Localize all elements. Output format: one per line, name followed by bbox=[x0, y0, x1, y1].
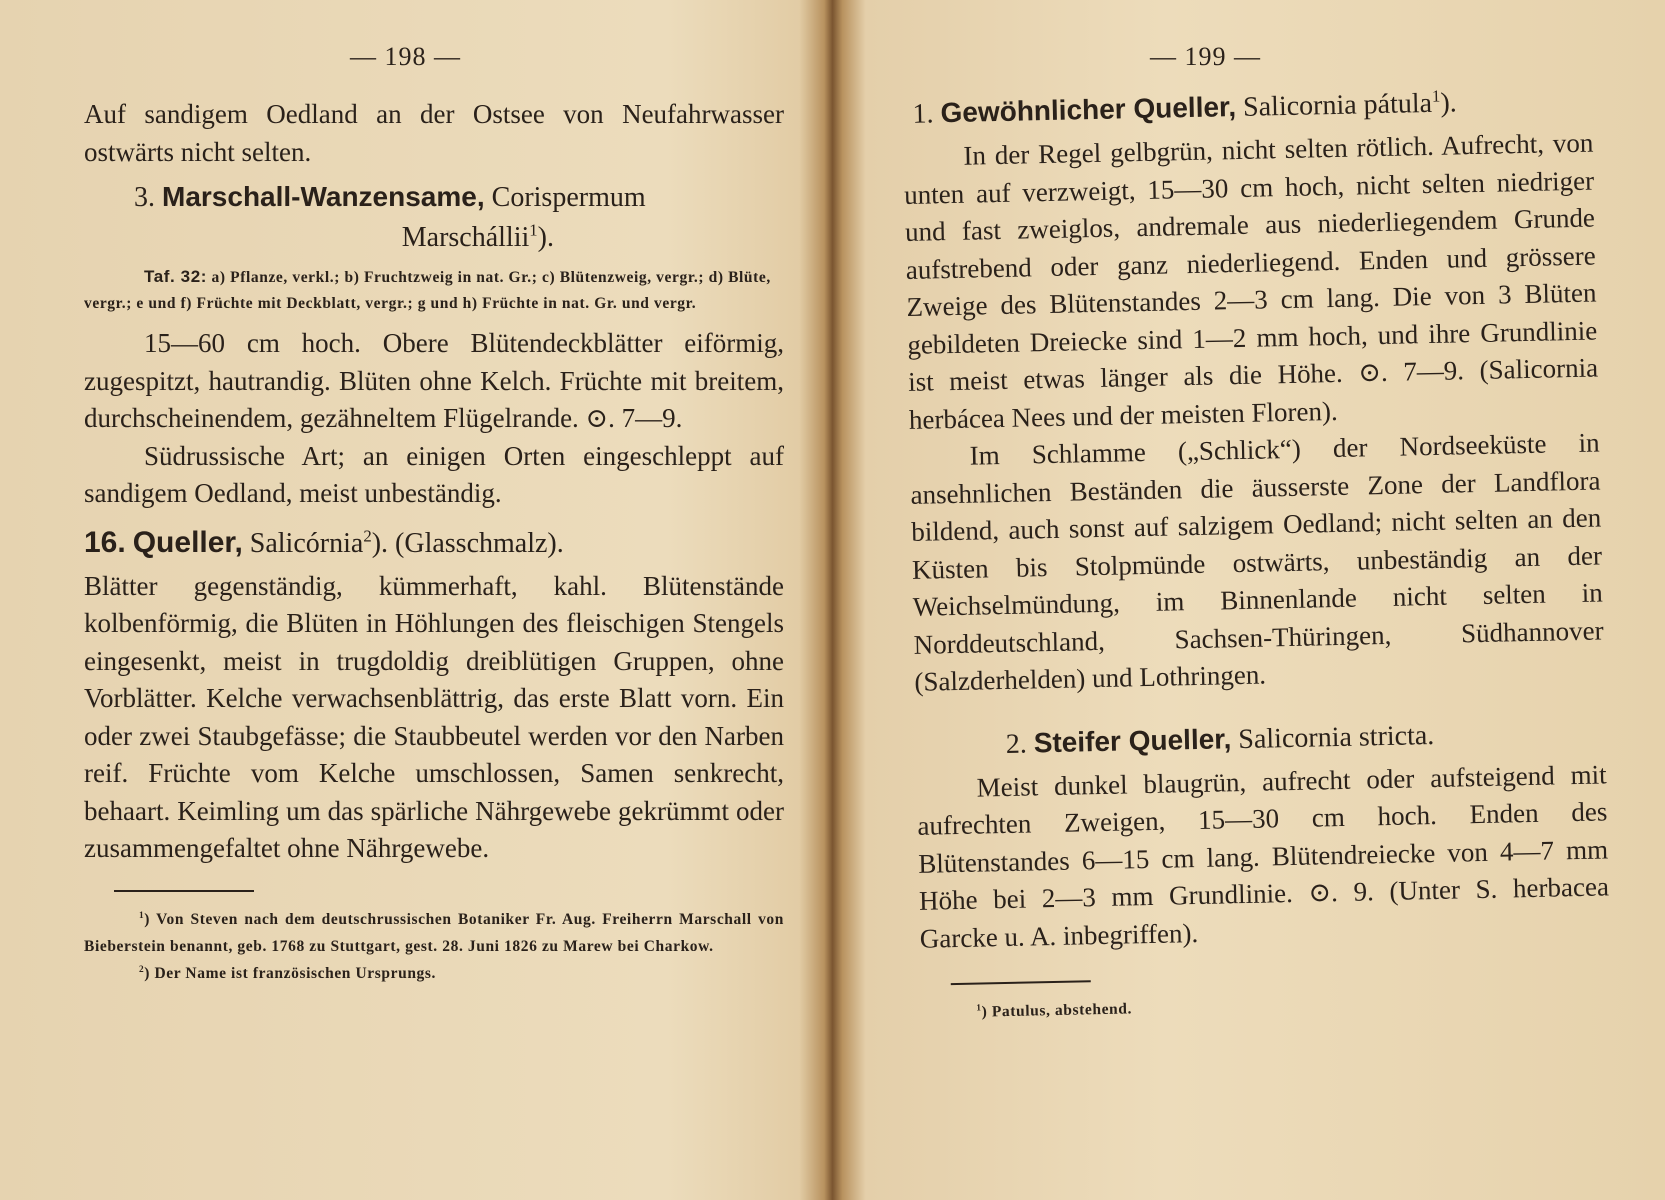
species-number: 2. bbox=[1005, 728, 1028, 760]
heading-close: ). bbox=[1440, 87, 1458, 119]
paragraph-genus-description: Blätter gegenständig, kümmerhaft, kahl. Blütenstände kolbenförmig, die Blüten in Höhlungen des fleischigen Stengels eingesenkt, meist in trugdoldig dreiblütigen Gruppen, ohne Vorblätter. Kelche verwachsenblättrig, das erste Blatt vorn. Ein oder zwei Staubgefässe; die Staubbeutel werden vor den Narben reif. Früchte vom Kelche umschlossen, Samen senkrecht, behaart. Keimling um das spärliche Nährgewebe gekrümmt oder zusammengefaltet ohne Nährgewebe. bbox=[84, 570, 784, 863]
paragraph-opening: Auf sandigem Oedland an der Ostsee von Neufahrwasser ostwärts nicht selten. bbox=[84, 99, 784, 167]
footnote-text: ) Patulus, abstehend. bbox=[981, 1000, 1133, 1021]
right-text-column bbox=[902, 74, 1612, 1027]
footnote-marker: 1 bbox=[1431, 86, 1441, 106]
species-latin-genus: Corispermum bbox=[491, 182, 646, 213]
species-number: 1. bbox=[912, 98, 934, 130]
species-heading-3 bbox=[84, 177, 784, 258]
paragraph-distribution: Südrussische Art; an einigen Orten eingeschleppt auf sandigem Oedland, meist unbeständig. bbox=[84, 440, 784, 508]
footnote-rule bbox=[951, 980, 1091, 985]
species-latin-epithet: Marschállii bbox=[401, 222, 530, 253]
paragraph-description: Meist dunkel blaugrün, aufrecht oder aufsteigend mit aufrechten Zweigen, 15—30 cm hoch. Enden des Blütenstandes 6—15 cm lang. Blütendreiecke von 4—7 mm Höhe bei 2—3 mm Grundlinie. ⊙. 9. (Unter S. herbacea Garcke u. A. inbegriffen). bbox=[917, 758, 1610, 954]
footnote-rule bbox=[114, 890, 254, 892]
paragraph-description: In der Regel gelbgrün, nicht selten rötlich. Aufrecht, von unten auf verzweigt, 15—30 cm hoch, nicht selten niedriger und fast zweiglos, andremale aus niederliegendem Grunde aufstrebend oder ganz niederliegend. Enden und grössere Zweige des Blütenstandes 2—3 cm lang. Die von 3 Blüten gebildeten Dreiecke sind 1—2 mm hoch, und ihre Grundlinie ist meist etwas länger als die Höhe. ⊙. 7—9. (Salicornia herbácea Nees und der meisten Floren). bbox=[903, 127, 1599, 435]
genus-heading-16 bbox=[84, 523, 784, 564]
footnote-marker: 1 bbox=[139, 910, 145, 921]
paragraph-description: 15—60 cm hoch. Obere Blütendeckblätter eiförmig, zugespitzt, hautrandig. Blüten ohne Kelch. Früchte mit breitem, durchscheinendem, gezähneltem Flügelrande. ⊙. 7—9. bbox=[84, 328, 784, 433]
species-name: Steifer Queller, bbox=[1033, 722, 1232, 758]
page-number: — 198 — bbox=[350, 42, 461, 71]
species-latin: Salicornia pátula bbox=[1242, 87, 1433, 123]
footnote-text: ) Von Steven nach dem deutschrussischen Botaniker Fr. Aug. Freiherrn Marschall von Bieberstein benannt, geb. 1768 zu Stuttgart, gest. 28. Juni 1826 zu Marew bei Charkow. bbox=[84, 910, 784, 955]
species-latin: Salicornia stricta. bbox=[1238, 719, 1435, 755]
genus-latin: Salicórnia bbox=[249, 527, 364, 559]
footnote-2 bbox=[84, 960, 784, 987]
genus-name: Queller, bbox=[132, 525, 243, 559]
heading-close: ). bbox=[537, 222, 554, 253]
plate-label: Taf. 32: bbox=[144, 267, 208, 286]
footnote-marker: 1 bbox=[529, 220, 538, 240]
species-name: Marschall-Wanzensame, bbox=[162, 181, 485, 212]
footnote-marker: 2 bbox=[139, 964, 145, 975]
right-page bbox=[840, 0, 1665, 1200]
paragraph-distribution: Im Schlamme („Schlick“) der Nordseeküste in ansehnlichen Beständen die äusserste Zone der Landflora bildend, auch sonst auf salzigem Oedland; nicht selten an den Küsten bis Stolpmünde ostwärts, unbeständig an der Weichselmündung, im Binnenlande nicht selten in Norddeutschland, Sachsen-Thüringen, Südhannover (Salzderhelden) und Lothringen. bbox=[910, 427, 1604, 697]
footnote-1 bbox=[84, 906, 784, 960]
footnote-marker: 1 bbox=[976, 1003, 982, 1014]
genus-number: 16. bbox=[84, 525, 126, 559]
page-number: — 199 — bbox=[1150, 42, 1261, 71]
left-text-column bbox=[84, 96, 784, 987]
plate-reference bbox=[84, 264, 784, 317]
genus-rest: ). (Glasschmalz). bbox=[371, 527, 564, 559]
species-number: 3. bbox=[134, 182, 155, 213]
left-page bbox=[0, 0, 830, 1200]
footnote-1 bbox=[921, 985, 1611, 1026]
footnote-marker: 2 bbox=[363, 526, 372, 546]
plate-text: a) Pflanze, verkl.; b) Fruchtzweig in nat. Gr.; c) Blütenzweig, vergr.; d) Blüte, vergr.; e und f) Früchte mit Deckblatt, vergr.; g und h) Früchte in nat. Gr. und vergr. bbox=[84, 269, 771, 312]
species-name: Gewöhnlicher Queller, bbox=[940, 91, 1237, 129]
footnote-text: ) Der Name ist französischen Ursprungs. bbox=[144, 964, 437, 982]
